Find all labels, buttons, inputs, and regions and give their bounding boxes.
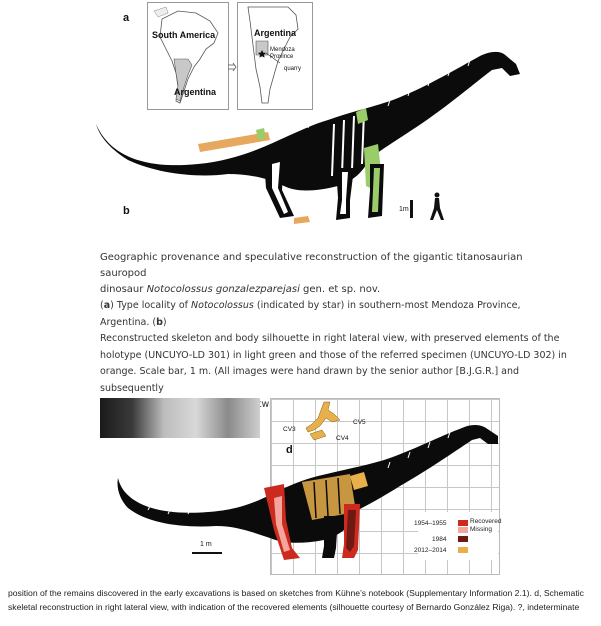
caption-body-line2: Reconstructed skeleton and body silhouette in right lateral view, with preserved elements of the	[100, 333, 560, 344]
caption-title-line1: Geographic provenance and speculative reconstruction of the gigantic titanosaurian sauropod	[100, 252, 523, 279]
caption-body	[100, 298, 570, 414]
scale-label-1m: 1m	[399, 206, 409, 213]
argentina-label-right: Argentina	[254, 28, 297, 38]
human-silhouette-icon	[428, 192, 446, 226]
cv5-label: CV5	[353, 419, 366, 426]
bottom-caption-line2: skeletal reconstruction in right lateral view, with indication of the recovered elements (silhouette courtesy of Bernardo González Riga). ?, indeterminate	[8, 602, 580, 612]
legend-recovered-label: Recovered	[470, 518, 502, 525]
caption-body-line4: orange. Scale bar, 1 m. (All images were hand drawn by the senior author [B.J.G.R.] and subsequently	[100, 366, 520, 394]
scale-bar-1m	[410, 200, 413, 218]
scale-bar-d	[192, 552, 222, 554]
scale-label-d: 1 m	[200, 541, 212, 548]
legend-swatch-2012	[458, 547, 468, 553]
province-label-2: Province	[270, 54, 294, 60]
species-name: Notocolossus gonzalezparejasi	[146, 284, 300, 295]
legend-swatch-missing	[458, 527, 468, 533]
quarry-label: quarry	[284, 66, 302, 72]
argentina-label-left: Argentina	[174, 87, 217, 97]
caption-body-line3: holotype (UNCUYO-LD 301) in light green and those of the referred specimen (UNCUYO-LD 302) in	[100, 349, 567, 361]
legend-swatch-recovered	[458, 520, 468, 526]
cv3-label: CV3	[283, 426, 296, 433]
legend-missing-label: Missing	[470, 526, 493, 533]
legend-years-2: 1984	[432, 536, 447, 543]
panel-d-label: d	[286, 444, 293, 456]
legend-years-1: 1954–1955	[414, 520, 447, 527]
legend-years-3: 2012–2014	[414, 547, 447, 554]
cv4-label: CV4	[336, 435, 349, 442]
province-label-1: Mendoza	[270, 47, 295, 53]
caption-body-line5: software.)	[243, 399, 292, 410]
south-america-label: South America	[152, 30, 216, 40]
panel-a-label: a	[123, 12, 130, 24]
panel-b-label: b	[123, 205, 130, 217]
caption-title-line2: dinosaur Notocolossus gonzalezparejasi gen. et sp. nov.	[100, 284, 381, 295]
dinosaur-b-silhouette	[88, 40, 528, 230]
legend	[414, 512, 502, 560]
bottom-caption	[8, 586, 598, 614]
legend-swatch-1984	[458, 536, 468, 542]
caption-title	[100, 250, 560, 298]
bottom-caption-line1: position of the remains discovered in the early excavations is based on sketches from Kühne’s notebook (Supplementary Information 2.1). d, Schematic	[8, 588, 584, 598]
caption-body-line1: (a) Type locality of Notocolossus (indicated by star) in southern-most Mendoza Province, Argentina. (b)	[100, 300, 521, 328]
